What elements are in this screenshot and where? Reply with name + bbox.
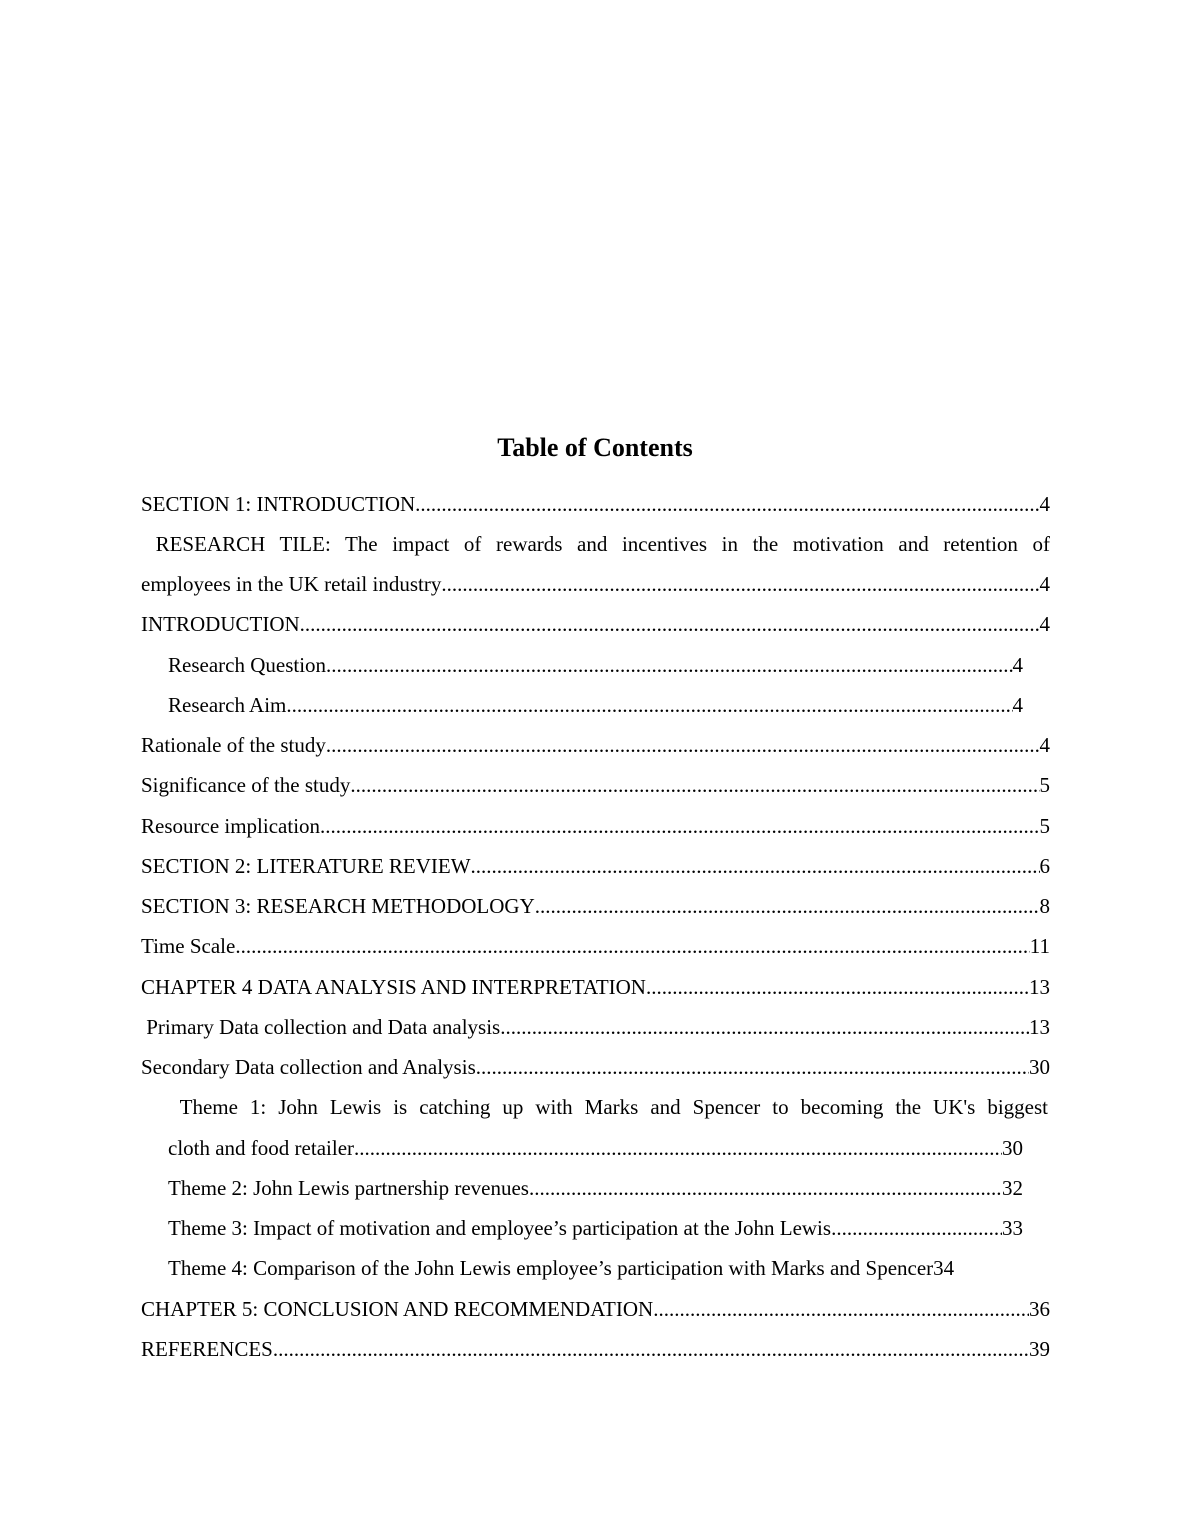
toc-entry-theme-1-cont[interactable] [168,1133,1023,1163]
toc-entry-rationale[interactable] [141,730,1050,760]
toc-entry-page: 36 [1029,1297,1050,1321]
toc-entry-label: Resource implication [141,814,321,838]
toc-entry-research-title-cont[interactable] [141,569,1050,599]
dot-leader [326,650,1012,680]
toc-entry-section-2[interactable] [141,851,1050,881]
dot-leader [286,690,1012,720]
toc-entry-label: RESEARCH TILE: The impact of rewards and incentives in the motivation and retention of [141,532,1050,556]
toc-entry-label: SECTION 2: LITERATURE REVIEW [141,854,471,878]
toc-entry-chapter-4[interactable] [141,972,1050,1002]
toc-entry-primary-data[interactable] [141,1012,1050,1042]
toc-entry-time-scale[interactable] [141,931,1050,961]
toc-entry-theme-1[interactable] [168,1092,1048,1122]
dot-leader [300,609,1040,639]
toc-entry-research-question[interactable] [168,650,1023,680]
toc-entry-page: 4 [1039,733,1050,757]
toc-entry-label: Significance of the study [141,773,351,797]
toc-entry-section-3[interactable] [141,891,1050,921]
toc-entry-label: Theme 1: John Lewis is catching up with Marks and Spencer to becoming the UK's biggest [168,1095,1048,1119]
toc-entry-page: 4 [1012,653,1023,677]
dot-leader [831,1213,1002,1243]
toc-entry-label: Secondary Data collection and Analysis [141,1055,476,1079]
toc-entry-theme-4[interactable] [168,1253,1043,1283]
toc-entry-label: employees in the UK retail industry [141,572,442,596]
toc-entry-label: Rationale of the study [141,733,326,757]
toc-entry-page: 13 [1029,1015,1050,1039]
toc-entry-significance[interactable] [141,770,1050,800]
dot-leader [235,931,1029,961]
toc-entry-page: 4 [1012,693,1023,717]
toc-entry-label: SECTION 1: INTRODUCTION [141,492,416,516]
dot-leader [500,1012,1029,1042]
dot-leader [653,1294,1029,1324]
toc-entry-label: Theme 2: John Lewis partnership revenues [168,1176,529,1200]
toc-entry-theme-2[interactable] [168,1173,1023,1203]
dot-leader [529,1173,1002,1203]
toc-entry-label: SECTION 3: RESEARCH METHODOLOGY [141,894,535,918]
toc-entry-theme-3[interactable] [168,1213,1023,1243]
toc-entry-page: 30 [1029,1055,1050,1079]
toc-entry-label: CHAPTER 4 DATA ANALYSIS AND INTERPRETATION [141,975,646,999]
toc-entry-section-1[interactable] [141,489,1050,519]
toc-entry-page: 6 [1039,854,1050,878]
dot-leader [471,851,1040,881]
toc-entry-page: 5 [1039,814,1050,838]
toc-entry-label: cloth and food retailer [168,1136,355,1160]
toc-entry-page: 8 [1039,894,1050,918]
dot-leader [441,569,1039,599]
dot-leader [476,1052,1029,1082]
toc-entry-label: Theme 4: Comparison of the John Lewis employee’s participation with Marks and Spencer [168,1256,934,1280]
toc-entry-research-title[interactable] [141,529,1050,559]
toc-entry-chapter-5[interactable] [141,1294,1050,1324]
toc-entry-introduction[interactable] [141,609,1050,639]
dot-leader [354,1133,1002,1163]
toc-entry-label: REFERENCES [141,1337,273,1361]
toc-entry-label: INTRODUCTION [141,612,300,636]
toc-entry-page: 39 [1029,1337,1050,1361]
toc-entry-page: 33 [1002,1216,1023,1240]
toc-entry-research-aim[interactable] [168,690,1023,720]
dot-leader [273,1334,1029,1364]
dot-leader [535,891,1040,921]
toc-entry-label: CHAPTER 5: CONCLUSION AND RECOMMENDATION [141,1297,654,1321]
toc-entry-page: 13 [1029,975,1050,999]
toc-entry-page: 32 [1002,1176,1023,1200]
toc-entry-page: 11 [1029,934,1050,958]
dot-leader [326,730,1040,760]
toc-entry-resource-implication[interactable] [141,811,1050,841]
dot-leader [320,811,1039,841]
toc-entry-page: 5 [1039,773,1050,797]
toc-entry-page: 4 [1039,572,1050,596]
dot-leader [350,770,1039,800]
toc-entry-page: 34 [933,1256,955,1280]
toc-entry-references[interactable] [141,1334,1050,1364]
toc-entry-page: 4 [1039,492,1050,516]
toc-entry-label: Research Question [168,653,327,677]
toc-entry-label: Time Scale [141,934,236,958]
toc-entry-label: Research Aim [168,693,287,717]
toc-entry-secondary-data[interactable] [141,1052,1050,1082]
toc-entry-label: Theme 3: Impact of motivation and employee’s participation at the John Lewis [168,1216,832,1240]
toc-entry-label: Primary Data collection and Data analysis [141,1015,501,1039]
toc-entry-page: 30 [1002,1136,1023,1160]
dot-leader [415,489,1039,519]
toc-entry-page: 4 [1039,612,1050,636]
dot-leader [646,972,1029,1002]
toc-title: Table of Contents [497,433,693,462]
